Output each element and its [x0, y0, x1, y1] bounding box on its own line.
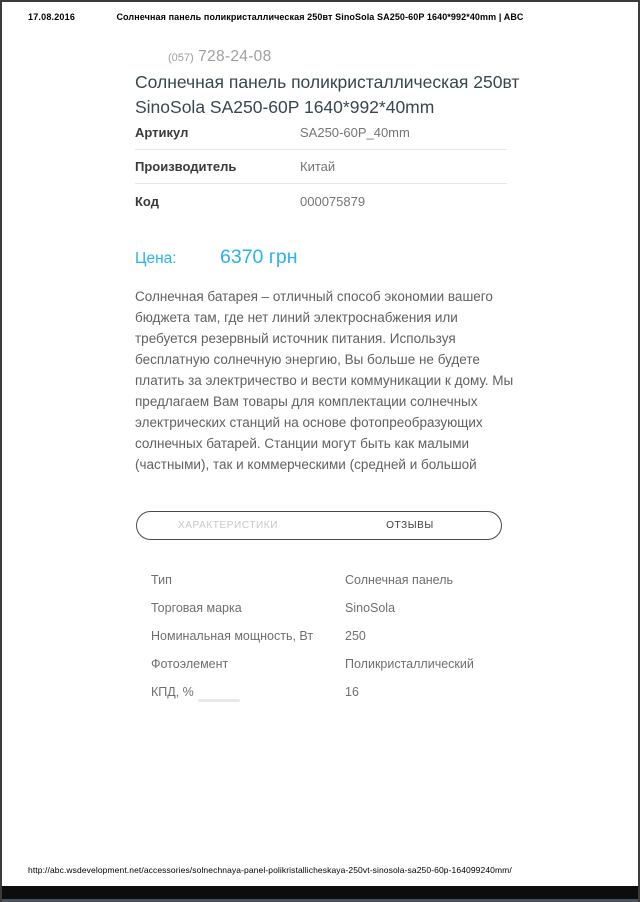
spec-row-photocell: [151, 650, 507, 678]
table-row-artikul: [135, 116, 507, 150]
spec-row-power: [151, 622, 507, 650]
spec-value: 16: [345, 685, 359, 699]
phone-number: [168, 48, 272, 66]
spec-value: Поликристаллический: [345, 657, 474, 671]
print-header-date: 17.08.2016: [28, 12, 76, 22]
table-row-manufacturer: [135, 150, 507, 184]
price-label: Цена:: [135, 250, 177, 267]
attribute-label: Код: [135, 193, 159, 209]
price-block: [135, 246, 298, 269]
table-row-code: [135, 184, 507, 218]
bottom-black-bar: [2, 886, 638, 899]
tabs-pill: [136, 511, 502, 540]
spec-row-type: [151, 566, 507, 594]
attribute-label: Артикул: [135, 125, 189, 140]
attribute-label: Производитель: [135, 159, 237, 174]
product-title: [135, 70, 535, 120]
price-value: 6370 грн: [220, 246, 298, 268]
product-description: Солнечная батарея – отличный способ экономии вашего бюджета там, где нет линий электроснабжения или требуется резервный источник питания. Используя бесплатную солнечную энергию, Вы больше не будете платить за электричество и вести коммуникации к дому. Мы предлагаем Вам товары для комплектации солнечных электрических станций на основе фотопреобразующих солнечных батарей. Станции могут быть как малыми (частными), так и коммерческими (средней и большой: [135, 289, 514, 472]
spec-label: Торговая марка: [151, 601, 242, 615]
phone-area-code: (057): [168, 52, 194, 64]
product-title-line-1: Солнечная панель поликристаллическая 250вт: [135, 72, 520, 92]
attributes-table: [135, 116, 507, 218]
spec-label: Фотоэлемент: [151, 657, 229, 671]
spec-row-brand: [151, 594, 507, 622]
specs-table: [151, 566, 507, 706]
attribute-value: 000075879: [300, 193, 366, 209]
print-header-title: Солнечная панель поликристаллическая 250вт SinoSola SA250-60P 1640*992*40mm | ABC: [116, 12, 524, 22]
phone-digits: 728-24-08: [198, 48, 272, 65]
spec-label: КПД, %: [151, 685, 194, 699]
attribute-value: SA250-60P_40mm: [300, 125, 410, 140]
spec-value: Солнечная панель: [345, 573, 454, 587]
attribute-value: Китай: [300, 159, 336, 174]
spec-value: 250: [345, 629, 366, 643]
spec-label: Тип: [151, 573, 172, 587]
spec-label: Номинальная мощность, Вт: [151, 629, 314, 643]
page-break-artifact: [198, 699, 240, 702]
print-footer-url: http://abc.wsdevelopment.net/accessories/solnechnaya-panel-polikristallicheskaya-250vt-sinosola-sa250-60p-164099240mm/: [28, 865, 512, 875]
spec-value: SinoSola: [345, 601, 396, 615]
tab-reviews[interactable]: ОТЗЫВЫ: [386, 520, 434, 531]
product-title-line-2: SinoSola SA250-60P 1640*992*40mm: [135, 97, 435, 117]
tab-characteristics[interactable]: ХАРАКТЕРИСТИКИ: [177, 520, 279, 531]
